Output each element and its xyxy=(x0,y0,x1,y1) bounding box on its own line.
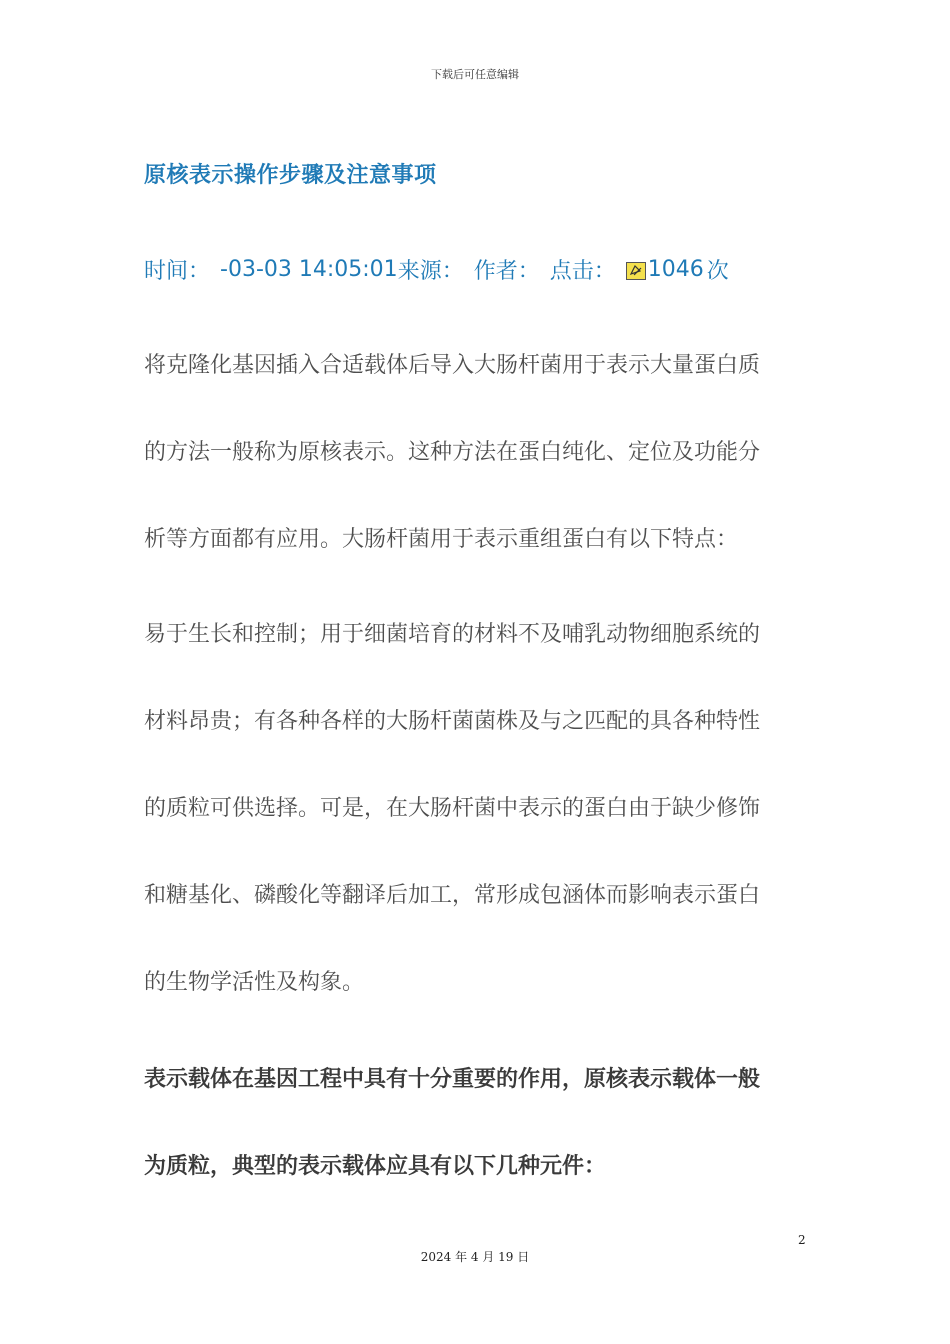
header-note: 下载后可任意编辑 xyxy=(431,68,519,81)
source-label: 来源： xyxy=(397,259,464,284)
paragraph-line: 和糖基化、磷酸化等翻译后加工，常形成包涵体而影响表示蛋白 xyxy=(144,883,761,908)
author-label: 作者： xyxy=(473,259,540,284)
article-title: 原核表示操作步骤及注意事项 xyxy=(144,163,437,188)
paragraph-line: 材料昂贵；有各种各样的大肠杆菌菌株及与之匹配的具各种特性 xyxy=(144,709,761,734)
clicks-value: 1046 xyxy=(647,257,704,282)
paragraph-line: 析等方面都有应用。大肠杆菌用于表示重组蛋白有以下特点： xyxy=(144,527,739,552)
click-counter-icon xyxy=(626,261,646,279)
time-label: 时间： xyxy=(144,259,211,284)
bold-paragraph-line: 为质粒，典型的表示载体应具有以下几种元件： xyxy=(144,1154,607,1179)
bold-paragraph-line: 表示载体在基因工程中具有十分重要的作用，原核表示载体一般 xyxy=(144,1067,761,1092)
paragraph-line: 的质粒可供选择。可是，在大肠杆菌中表示的蛋白由于缺少修饰 xyxy=(144,796,761,821)
clicks-label: 点击： xyxy=(549,259,616,284)
paragraph-line: 的生物学活性及构象。 xyxy=(144,970,365,995)
paragraph-line: 将克隆化基因插入合适载体后导入大肠杆菌用于表示大量蛋白质 xyxy=(144,353,761,378)
article-meta xyxy=(144,254,729,285)
paragraph-line: 的方法一般称为原核表示。这种方法在蛋白纯化、定位及功能分 xyxy=(144,440,761,465)
clicks-unit: 次 xyxy=(706,259,729,284)
time-value: -03-03 14:05:01 xyxy=(220,257,398,282)
footer-date: 2024 年 4 月 19 日 xyxy=(420,1250,530,1264)
page-number: 2 xyxy=(798,1233,806,1247)
paragraph-line: 易于生长和控制；用于细菌培育的材料不及哺乳动物细胞系统的 xyxy=(144,622,761,647)
